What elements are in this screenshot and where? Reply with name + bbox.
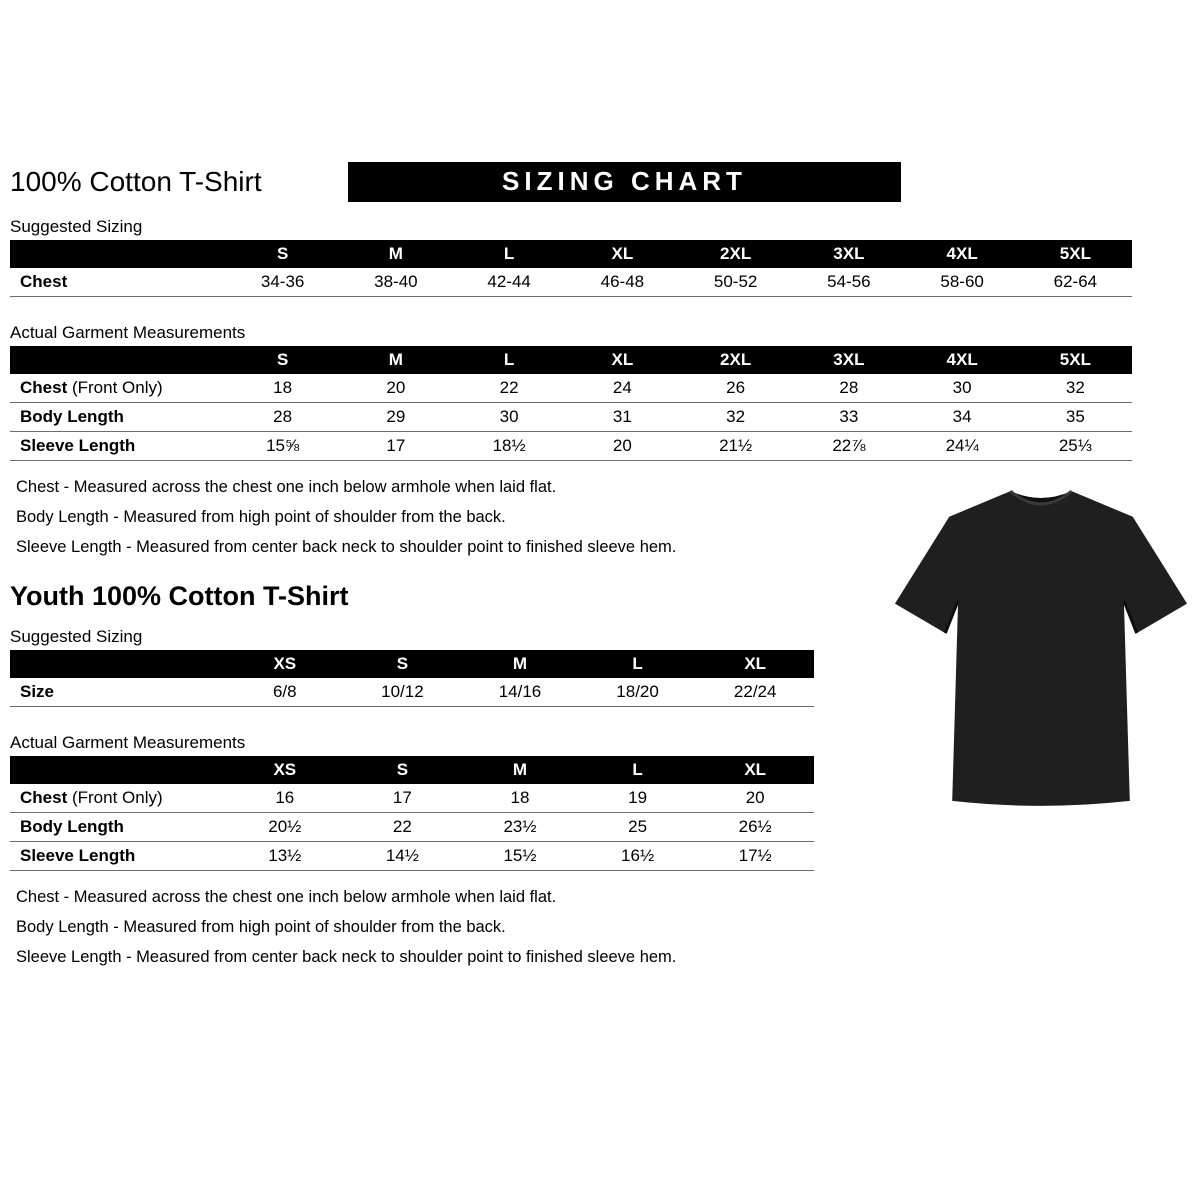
table-row [10,432,1132,461]
value-cell: 25⅓ [1019,432,1132,461]
row-label: Chest (Front Only) [10,374,226,403]
value-cell: 18 [461,784,579,813]
corner-header [10,346,226,374]
column-header: L [579,650,697,678]
value-cell: 24¼ [906,432,1019,461]
youth-suggested-sizing-label: Suggested Sizing [10,627,143,646]
value-cell: 46-48 [566,268,679,297]
corner-header [10,756,226,784]
value-cell: 26 [679,374,792,403]
column-header: 5XL [1019,346,1132,374]
header-row [10,346,1132,374]
column-header: 4XL [906,346,1019,374]
value-cell: 22 [453,374,566,403]
value-cell: 38-40 [339,268,452,297]
row-label: Body Length [10,403,226,432]
value-cell: 25 [579,813,697,842]
value-cell: 20 [696,784,814,813]
value-cell: 35 [1019,403,1132,432]
value-cell: 30 [906,374,1019,403]
value-cell: 42-44 [453,268,566,297]
value-cell: 15⅝ [226,432,339,461]
value-cell: 17½ [696,842,814,871]
value-cell: 29 [339,403,452,432]
column-header: L [453,240,566,268]
value-cell: 14½ [344,842,462,871]
table-row [10,813,814,842]
table-row [10,268,1132,297]
value-cell: 28 [226,403,339,432]
value-cell: 16½ [579,842,697,871]
sizing-chart-banner: SIZING CHART [348,162,901,202]
youth-measurement-notes [16,888,1200,967]
table-row [10,374,1132,403]
column-header: S [226,240,339,268]
header-row [10,162,1200,202]
value-cell: 20 [566,432,679,461]
column-header: S [344,650,462,678]
youth-actual-measurements-label: Actual Garment Measurements [10,733,246,752]
value-cell: 14/16 [461,678,579,707]
note-line: Chest - Measured across the chest one inch below armhole when laid flat. [16,888,557,906]
youth-actual-measurements-table [10,756,814,871]
note-line: Sleeve Length - Measured from center back neck to shoulder point to finished sleeve hem. [16,948,677,966]
column-header: XL [566,240,679,268]
value-cell: 22 [344,813,462,842]
value-cell: 23½ [461,813,579,842]
value-cell: 15½ [461,842,579,871]
column-header: 2XL [679,240,792,268]
value-cell: 21½ [679,432,792,461]
value-cell: 58-60 [906,268,1019,297]
column-header: M [461,650,579,678]
value-cell: 62-64 [1019,268,1132,297]
corner-header [10,650,226,678]
value-cell: 18½ [453,432,566,461]
header-row [10,650,814,678]
value-cell: 18/20 [579,678,697,707]
value-cell: 18 [226,374,339,403]
column-header: L [579,756,697,784]
value-cell: 6/8 [226,678,344,707]
value-cell: 30 [453,403,566,432]
column-header: XL [566,346,679,374]
row-label: Size [10,678,226,707]
adult-suggested-sizing-label: Suggested Sizing [10,217,143,236]
value-cell: 16 [226,784,344,813]
header-row [10,240,1132,268]
row-label: Sleeve Length [10,842,226,871]
note-line: Sleeve Length - Measured from center back neck to shoulder point to finished sleeve hem. [16,538,677,556]
black-tshirt-image [893,474,1189,820]
value-cell: 17 [339,432,452,461]
column-header: XL [696,756,814,784]
table-row [10,403,1132,432]
value-cell: 50-52 [679,268,792,297]
note-line: Body Length - Measured from high point of shoulder from the back. [16,918,506,936]
row-label: Sleeve Length [10,432,226,461]
value-cell: 31 [566,403,679,432]
column-header: 3XL [792,240,905,268]
page-title: 100% Cotton T-Shirt [10,166,262,197]
column-header: M [461,756,579,784]
column-header: XS [226,756,344,784]
value-cell: 20 [339,374,452,403]
value-cell: 10/12 [344,678,462,707]
value-cell: 28 [792,374,905,403]
value-cell: 24 [566,374,679,403]
column-header: 4XL [906,240,1019,268]
adult-suggested-sizing-table [10,240,1132,297]
youth-title: Youth 100% Cotton T-Shirt [10,581,349,611]
note-line: Chest - Measured across the chest one inch below armhole when laid flat. [16,478,557,496]
value-cell: 19 [579,784,697,813]
column-header: XL [696,650,814,678]
column-header: 3XL [792,346,905,374]
value-cell: 34-36 [226,268,339,297]
adult-actual-measurements-table [10,346,1132,461]
value-cell: 32 [1019,374,1132,403]
table-row [10,784,814,813]
column-header: M [339,346,452,374]
row-label: Chest (Front Only) [10,784,226,813]
value-cell: 22⅞ [792,432,905,461]
column-header: L [453,346,566,374]
column-header: XS [226,650,344,678]
value-cell: 32 [679,403,792,432]
value-cell: 13½ [226,842,344,871]
column-header: 5XL [1019,240,1132,268]
adult-actual-measurements-label: Actual Garment Measurements [10,323,246,342]
value-cell: 54-56 [792,268,905,297]
corner-header [10,240,226,268]
row-label: Body Length [10,813,226,842]
table-row [10,678,814,707]
row-label: Chest [10,268,226,297]
header-row [10,756,814,784]
tshirt-silhouette [893,474,1189,820]
column-header: S [344,756,462,784]
column-header: M [339,240,452,268]
youth-suggested-sizing-table [10,650,814,707]
value-cell: 26½ [696,813,814,842]
table-row [10,842,814,871]
column-header: S [226,346,339,374]
column-header: 2XL [679,346,792,374]
value-cell: 20½ [226,813,344,842]
value-cell: 34 [906,403,1019,432]
value-cell: 17 [344,784,462,813]
note-line: Body Length - Measured from high point of shoulder from the back. [16,508,506,526]
value-cell: 33 [792,403,905,432]
value-cell: 22/24 [696,678,814,707]
